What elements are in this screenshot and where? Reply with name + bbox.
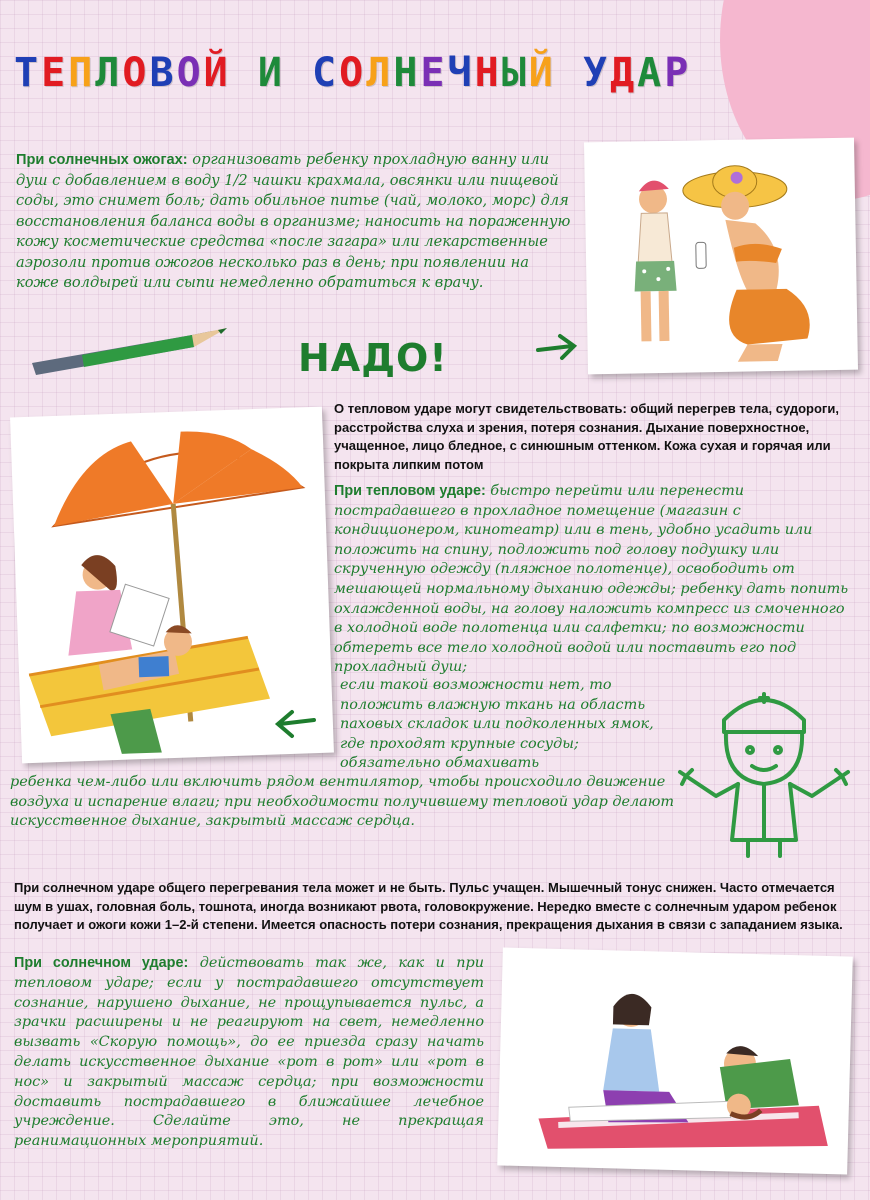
sunburn-text: организовать ребенку прохладную ванну или душ с добавлением в воду 1/2 чашки крахмала, овсянки или пищевой соды, это снимет боль; дать обильное питье (чай, молоко, морс) для восстановления баланса воды в организме; наносить на пораженную кожу косметические средства «после загара» или лекарственные аэрозоли против ожогов несколько раз в день; при появлении на коже волдырей или сыпи немедленно обратиться к врачу.: [16, 151, 571, 291]
nado-heading: НАДО!: [298, 336, 448, 380]
page-title: [14, 50, 734, 96]
title-letter: [231, 50, 258, 96]
title-letter: У: [582, 50, 611, 96]
heatstroke-text-c: ребенка чем-либо или включить рядом вентилятор, чтобы происходило движение воздуха и испарение влаги; при необходимости получившему тепловой удар делают искусственное дыхание, закрытый массаж сердца.: [10, 774, 675, 830]
pencil-icon: [22, 325, 232, 375]
title-letter: П: [68, 50, 96, 96]
title-letter: А: [637, 50, 665, 96]
heatstroke-signs-text: О тепловом ударе могут свидетельствовать: общий перегрев тела, судороги, расстройства слуха и зрения, потеря сознания. Дыхание поверхностное, учащенное, лицо бледное, с синюшным оттенком. Кожа сухая и горячая или покрыта липким потом: [334, 401, 839, 472]
title-letter: Л: [366, 50, 394, 96]
cpr-illustration: [497, 947, 853, 1174]
title-letter: О: [122, 50, 150, 96]
arrow-right-icon: [534, 330, 580, 364]
title-letter: [556, 50, 583, 96]
title-letter: Р: [664, 50, 692, 96]
title-letter: О: [339, 50, 367, 96]
sunstroke-aid-paragraph: [14, 954, 484, 1152]
heatstroke-text-b: если такой возможности нет, то положить влажную ткань на область паховых складок или подколенных ямок, где проходят крупные сосуды; обязательно обмахивать: [340, 677, 654, 772]
title-letter: О: [176, 50, 204, 96]
sunstroke-text: действовать так же, как и при тепловом ударе; если у пострадавшего отсутствует сознание, нарушено дыхание, не прощупывается пульс, а зрачки расширены и не реагируют на свет, немедленно вызвать «Скорую помощь», до ее приезда сразу начать делать искусственное дыхание «рот в рот» или «рот в нос» и закрытый массаж сердца; при возможности доставить пострадавшего в ближайшее лечебное учреждение. Сделайте это, не прекращая реанимационных мероприятий.: [14, 955, 484, 1150]
sunstroke-signs-text: При солнечном ударе общего перегревания тела может и не быть. Пульс учащен. Мышечный тонус снижен. Часто отмечается шум в ушах, головная боль, тошнота, иногда возникают рвота, головокружение. Нередко вместе с солнечным ударом ребенок получает и ожоги кожи 1–2-й степени. Имеется опасность потери сознания, прекращения дыхания в связи с западанием языка.: [14, 880, 843, 932]
title-letter: Е: [41, 50, 69, 96]
title-letter: Ы: [501, 50, 529, 96]
title-letter: Й: [203, 50, 231, 96]
title-letter: Н: [393, 50, 421, 96]
title-letter: Й: [528, 50, 556, 96]
sunstroke-heading: При солнечном ударе:: [14, 955, 189, 971]
arrow-left-icon: [272, 706, 318, 740]
sunscreen-illustration: [584, 138, 858, 375]
title-letter: Е: [420, 50, 448, 96]
title-letter: Т: [14, 50, 42, 96]
heatstroke-heading: При тепловом ударе:: [334, 483, 486, 499]
sunburn-heading: При солнечных ожогах:: [16, 152, 188, 168]
doctor-icon: [676, 680, 852, 860]
title-letter: Ч: [447, 50, 475, 96]
heatstroke-text-a: быстро перейти или перенести пострадавшего в прохладное помещение (магазин с кондиционером, кинотеатр) или в тень, удобно усадить или положить на спину, подложить под голову подушку или скрученную одежду (пляжное полотенце), освободить от мешающей нормальному дыханию одежды; ребенку дать попить охлажденной воды, на голову наложить компресс из смоченного в холодной воде полотенца или салфетки; по возможности обтереть все тело холодной водой или поставить его под прохладный душ;: [334, 483, 849, 676]
title-letter: Л: [95, 50, 123, 96]
title-letter: [285, 50, 312, 96]
title-letter: С: [312, 50, 340, 96]
title-letter: Н: [474, 50, 502, 96]
heatstroke-aid-paragraph: [334, 482, 856, 678]
title-letter: В: [149, 50, 177, 96]
title-letter: И: [257, 50, 285, 96]
title-letter: Д: [610, 50, 638, 96]
sunburn-paragraph: [16, 150, 576, 294]
